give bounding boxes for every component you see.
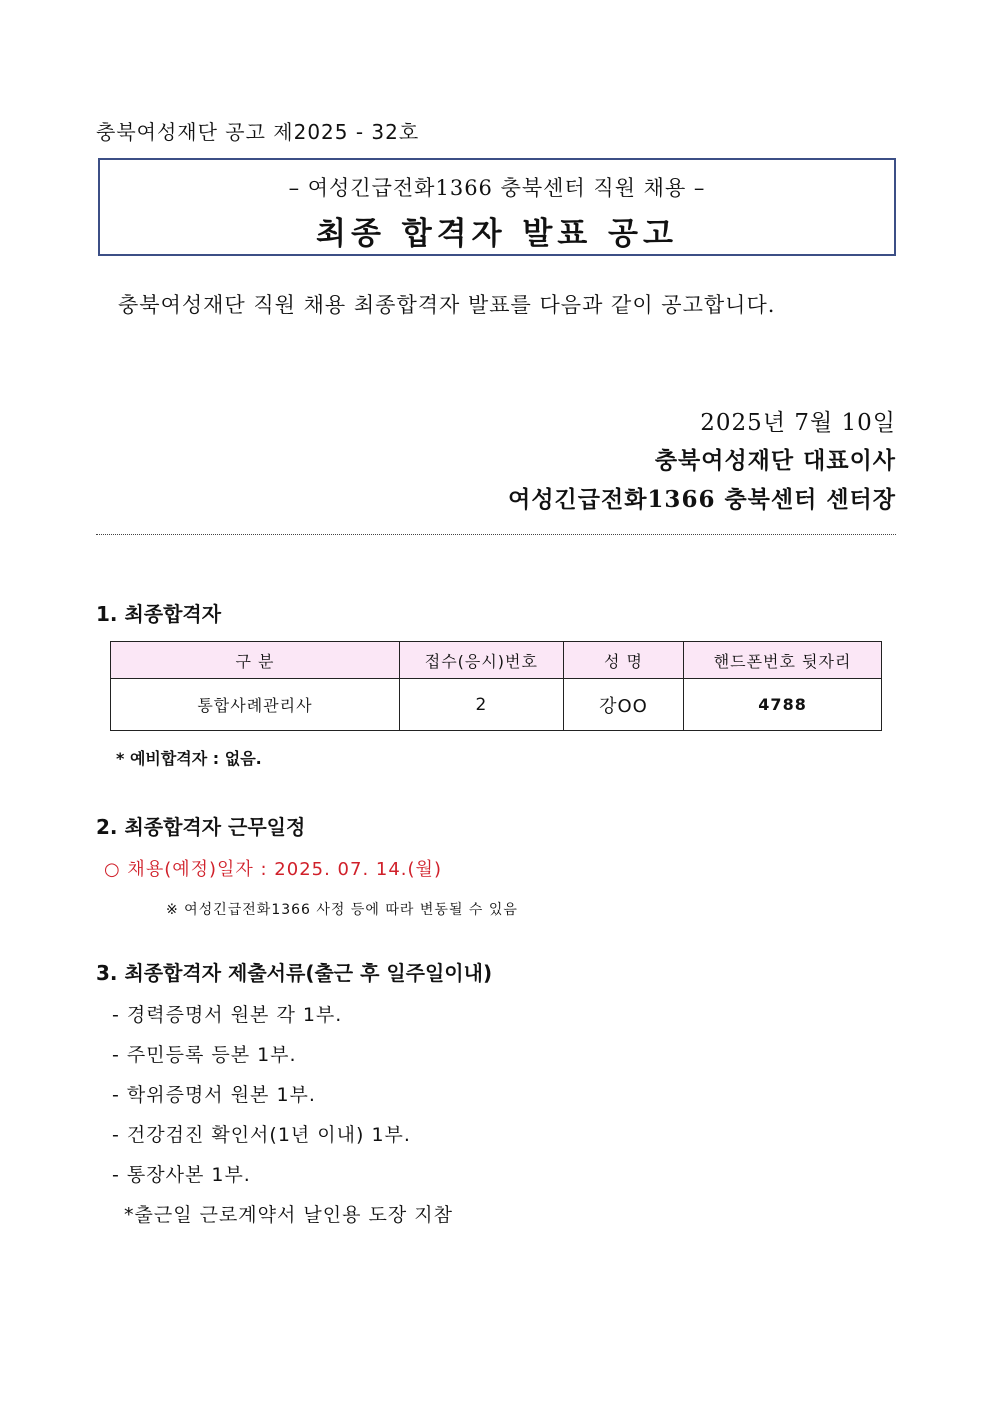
list-item: - 건강검진 확인서(1년 이내) 1부. — [112, 1124, 411, 1146]
table-header-cell: 구 분 — [111, 642, 400, 679]
table-header-cell: 성 명 — [563, 642, 683, 679]
table-cell-number: 2 — [399, 679, 563, 731]
schedule-date: ○ 채용(예정)일자 : 2025. 07. 14.(월) — [104, 859, 442, 880]
title-box — [98, 158, 896, 256]
intro-text: 충북여성재단 직원 채용 최종합격자 발표를 다음과 같이 공고합니다. — [118, 293, 776, 317]
table-cell-phone: 4788 — [684, 679, 882, 731]
list-item: - 통장사본 1부. — [112, 1164, 251, 1186]
section3-heading: 3. 최종합격자 제출서류(출근 후 일주일이내) — [96, 961, 493, 985]
table-row — [111, 679, 882, 731]
list-item: - 학위증명서 원본 1부. — [112, 1084, 316, 1106]
divider — [96, 534, 896, 535]
schedule-note: ※ 여성긴급전화1366 사정 등에 따라 변동될 수 있음 — [166, 902, 518, 918]
table-cell-name: 강OO — [563, 679, 683, 731]
signature-date: 2025년 7월 10일 — [700, 410, 896, 436]
documents-list — [112, 1000, 411, 1200]
section2-heading: 2. 최종합격자 근무일정 — [96, 815, 306, 839]
section1-heading: 1. 최종합격자 — [96, 602, 222, 626]
table-header-row — [111, 642, 882, 679]
list-item: - 주민등록 등본 1부. — [112, 1044, 297, 1066]
preliminary-note: * 예비합격자 : 없음. — [116, 749, 262, 768]
page-title: 최종 합격자 발표 공고 — [316, 216, 678, 252]
documents-note: *출근일 근로계약서 날인용 도장 지참 — [124, 1204, 453, 1226]
table-cell-category: 통합사례관리사 — [111, 679, 400, 731]
title-subtitle: – 여성긴급전화1366 충북센터 직원 채용 – — [288, 176, 706, 200]
list-item: - 경력증명서 원본 각 1부. — [112, 1004, 343, 1026]
table-header-cell: 핸드폰번호 뒷자리 — [684, 642, 882, 679]
table-header-cell: 접수(응시)번호 — [399, 642, 563, 679]
results-table — [110, 641, 882, 731]
notice-number: 충북여성재단 공고 제2025 - 32호 — [96, 120, 420, 144]
signature-org: 충북여성재단 대표이사 — [654, 447, 896, 474]
signature-center: 여성긴급전화1366 충북센터 센터장 — [508, 486, 896, 513]
